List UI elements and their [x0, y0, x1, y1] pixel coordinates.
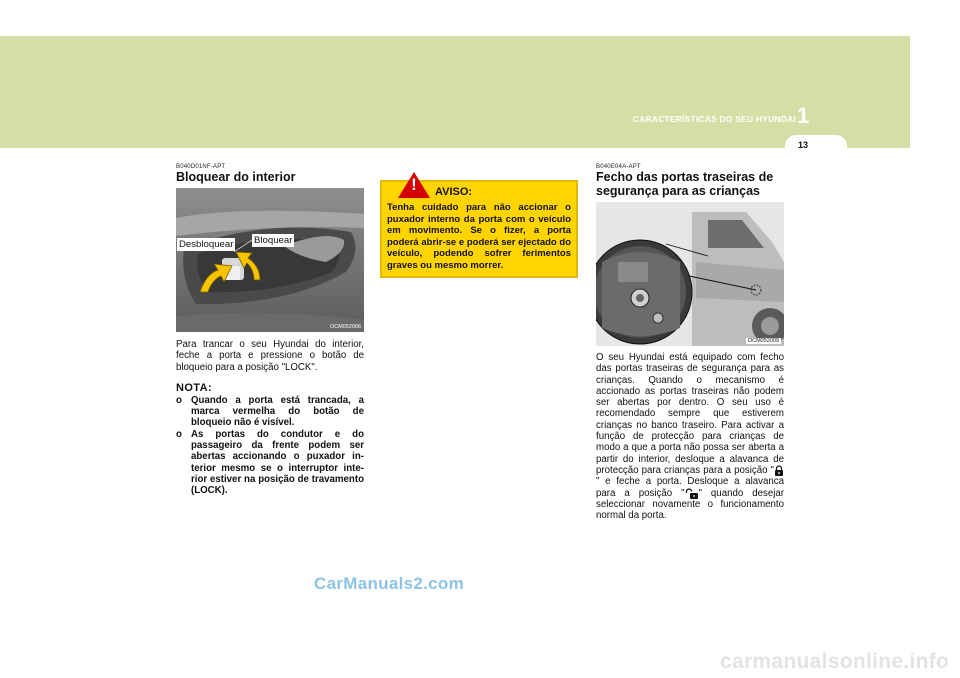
padlock-closed-icon	[774, 465, 784, 476]
lock-instructions: Para trancar o seu Hyundai do interior, feche a porta e pressione o botão de bloqueio para a posição "LOCK".	[176, 339, 364, 373]
warning-header	[387, 175, 571, 200]
section-code: B040E04A-APT	[596, 164, 641, 170]
child-lock-illustration	[596, 202, 784, 346]
watermark-carmanuals2[interactable]: CarManuals2.com	[314, 574, 464, 593]
note-bullet: o	[176, 428, 182, 440]
warning-text: Tenha cuidado para não accionar o puxador interno da porta com o veículo em movimento. Se o fizer, a porta poderá abrir-se e poderá ser ejectado do veículo, podendo sofrer ferimentos graves ou mesmo morrer.	[387, 202, 571, 271]
door-handle-illustration	[176, 188, 364, 332]
page-number: 13	[797, 140, 808, 150]
section-heading: Bloquear do interior	[176, 170, 296, 184]
warning-panel	[380, 175, 578, 278]
child-lock-photo	[596, 202, 784, 346]
section-child-lock	[596, 164, 784, 522]
padlock-open-icon	[685, 488, 699, 499]
section-interior-lock	[176, 164, 364, 497]
chapter-title: CARACTERÍSTICAS DO SEU HYUNDAI	[632, 114, 796, 124]
photo-code: OCM052006	[329, 324, 361, 330]
note-list	[176, 395, 364, 497]
lock-label: Bloquear	[254, 235, 293, 246]
note-bullet: o	[176, 394, 182, 406]
door-handle-photo	[176, 188, 364, 332]
note-item	[176, 395, 364, 429]
description-part-3: " quando desejar seleccionar novamente o funcionamento normal da porta.	[596, 487, 784, 522]
child-lock-description	[596, 352, 784, 522]
chapter-number: 1	[797, 103, 810, 128]
warning-symbol: !	[411, 175, 417, 194]
note-item	[176, 429, 364, 497]
note-text: Quando a porta está trancada, a marca vermelha do botão de bloqueio não é visível.	[191, 394, 364, 429]
note-text: As portas do condutor e do passageiro da frente podem ser abertas accionando o puxador in- terior mesmo se o interruptor inte- rior estiver na posição de travamento (LOCK).	[191, 428, 364, 497]
description-part-2: " e feche a porta. Desloque a alavanca para a posição "	[596, 476, 784, 499]
section-heading: Fecho das portas traseiras de segurança para as crianças	[596, 170, 774, 198]
header-band	[0, 36, 910, 148]
note-title: NOTA:	[176, 381, 213, 394]
unlock-label: Desbloquear	[179, 239, 234, 250]
warning-box	[380, 175, 578, 278]
description-part-1: O seu Hyundai está equipado com fecho das portas traseiras de segurança para as crianças. Quando o mecanismo é accionado as portas traseiras não podem ser abertas por dentro. O seu uso é recomendado sempre que estiverem crianças no banco traseiro. Para activar a função de protecção para crianças de modo a que a porta não possa ser aberta a partir do interior, desloque a alavanca de protecção para crianças para a posição "	[596, 352, 784, 477]
photo-code: OCM052009	[747, 338, 779, 344]
watermark-carmanualsonline[interactable]: carmanualsonline.info	[720, 650, 950, 673]
warning-title: AVISO:	[435, 186, 473, 198]
section-code: B040D01NF-APT	[176, 164, 226, 170]
